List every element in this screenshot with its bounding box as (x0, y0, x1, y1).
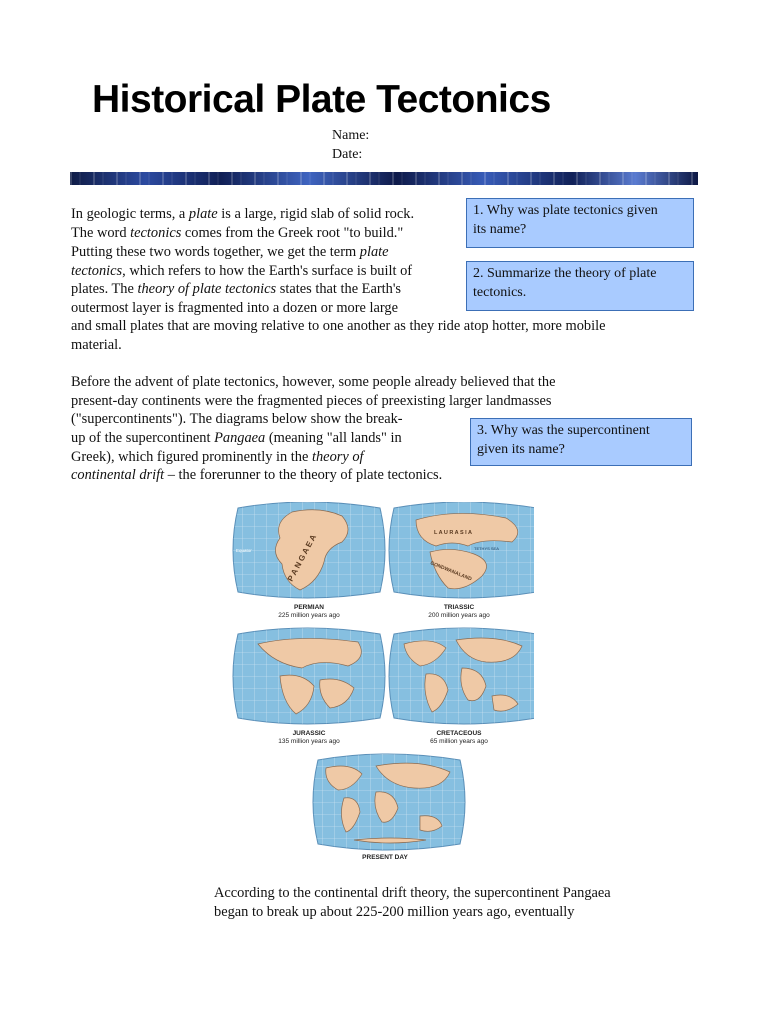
era-age: 65 million years ago (430, 738, 488, 745)
rich-line: The word tectonics comes from the Greek root "to build." (71, 225, 404, 241)
map-caption-jurassic (244, 730, 374, 746)
decorative-banner (70, 172, 698, 185)
question-text: its name? (473, 222, 527, 237)
date-field-label: Date: (332, 147, 363, 162)
question-box-3 (470, 418, 692, 466)
paragraph-line (71, 224, 403, 243)
era-name: TRIASSIC (443, 604, 475, 611)
paragraph-line (71, 448, 364, 467)
maps-illustration (230, 502, 534, 872)
paragraph-line (71, 317, 606, 336)
question-text: 1. Why was plate tectonics given (473, 203, 658, 218)
paragraph-line (71, 336, 122, 355)
paragraph-line (71, 299, 398, 318)
rich-line: ("supercontinents"). The diagrams below show the break- (71, 411, 403, 427)
paragraph-line (71, 373, 556, 392)
rich-line: and small plates that are moving relative to one another as they ride atop hotter, more mobile (71, 318, 606, 334)
question-box-2 (466, 261, 694, 311)
paragraph-line (71, 262, 412, 281)
question-text: tectonics. (473, 285, 527, 300)
rich-line: present-day continents were the fragmented pieces of preexisting larger landmasses (71, 393, 552, 409)
paragraph-line (71, 429, 402, 448)
question-text: 3. Why was the supercontinent (477, 423, 650, 438)
question-text: 2. Summarize the theory of plate (473, 266, 657, 281)
paragraph-line: began to break up about 225-200 million years ago, eventually (214, 904, 575, 920)
question-text: given its name? (477, 442, 565, 457)
pangaea-breakup-maps (230, 502, 534, 872)
map-caption-permian (244, 604, 374, 620)
name-field-label: Name: (332, 128, 370, 143)
rich-line: Before the advent of plate tectonics, however, some people already believed that the (71, 374, 556, 390)
paragraph-line (71, 243, 389, 262)
era-name: PRESENT DAY (362, 854, 408, 861)
paragraph-line (71, 280, 401, 299)
paragraph-line (71, 205, 414, 224)
rich-line: material. (71, 337, 122, 353)
paragraph-line: According to the continental drift theory, the supercontinent Pangaea (214, 885, 611, 901)
rich-line: In geologic terms, a plate is a large, rigid slab of solid rock. (71, 206, 415, 222)
rich-line: up of the supercontinent Pangaea (meaning "all lands" in (71, 430, 402, 446)
era-name: PERMIAN (294, 604, 324, 611)
map-jurassic (233, 628, 385, 724)
map-present-day (313, 754, 465, 850)
era-age: 135 million years ago (278, 738, 340, 745)
equator-label: Equator (236, 548, 252, 553)
map-caption-triassic (394, 604, 524, 620)
era-age: 225 million years ago (278, 612, 340, 619)
paragraph-line (71, 392, 551, 411)
rich-line: outermost layer is fragmented into a dozen or more large (71, 300, 399, 316)
era-name: JURASSIC (292, 730, 326, 737)
paragraph-line (71, 410, 403, 429)
map-triassic (389, 502, 534, 598)
rich-line: Putting these two words together, we get the term plate (71, 244, 389, 260)
question-box-1 (466, 198, 694, 248)
map-cretaceous (389, 628, 534, 724)
map-permian (233, 502, 385, 598)
rich-line: Greek), which figured prominently in the theory of (71, 449, 364, 465)
rich-line: tectonics, which refers to how the Earth's surface is built of (71, 263, 413, 279)
map-caption-present-day (320, 854, 450, 862)
era-age: 200 million years ago (428, 612, 490, 619)
map-caption-cretaceous (394, 730, 524, 746)
gondwanaland-label: GONDWANALAND (429, 560, 473, 583)
paragraph-line (71, 466, 442, 485)
tethys-sea-label: TETHYS SEA (474, 546, 499, 551)
page-title: Historical Plate Tectonics (92, 78, 551, 121)
pangaea-label: P A N G A E A (285, 533, 319, 583)
laurasia-label: L A U R A S I A (434, 530, 472, 536)
rich-line: continental drift – the forerunner to the theory of plate tectonics. (71, 467, 443, 483)
rich-line: plates. The theory of plate tectonics states that the Earth's (71, 281, 402, 297)
era-name: CRETACEOUS (436, 730, 482, 737)
